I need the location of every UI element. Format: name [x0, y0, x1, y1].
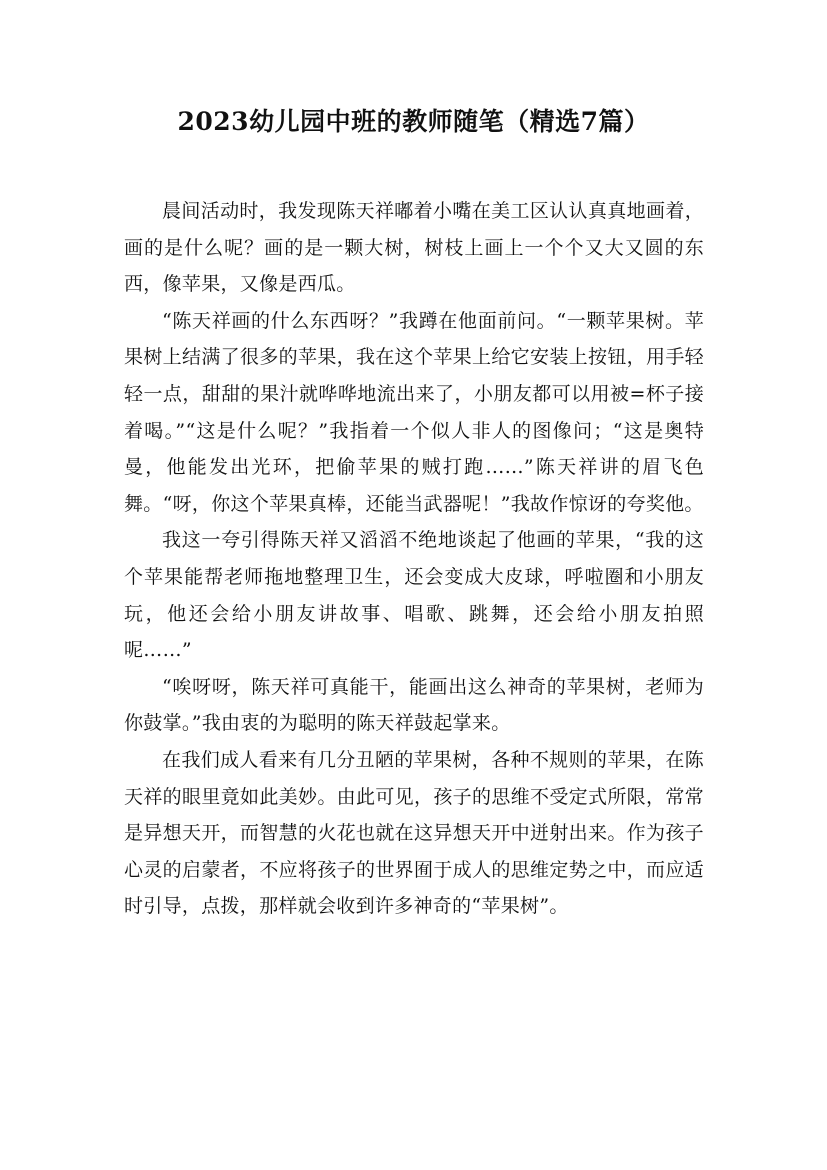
paragraph-1: 晨间活动时，我发现陈天祥嘟着小嘴在美工区认认真真地画着，画的是什么呢？画的是一颗大树，树枝上画上一个个又大又圆的东西，像苹果，又像是西瓜。: [124, 200, 704, 296]
paragraph-2: “陈天祥画的什么东西呀？”我蹲在他面前问。“一颗苹果树。苹果树上结满了很多的苹果，我在这个苹果上给它安装上按钮，用手轻轻一点，甜甜的果汁就哗哗地流出来了，小朋友都可以用被=杯子接着喝。”“这是什么呢？”我指着一个似人非人的图像问；“这是奥特曼，他能发出光环，把偷苹果的贼打跑……”陈天祥讲的眉飞色舞。“呀，你这个苹果真棒，还能当武器呢！”我故作惊讶的夸奖他。: [124, 309, 704, 515]
paragraph-4: “唉呀呀，陈天祥可真能干，能画出这么神奇的苹果树，老师为你鼓掌。”我由衷的为聪明的陈天祥鼓起掌来。: [124, 675, 704, 735]
paragraph-3: 我这一夸引得陈天祥又滔滔不绝地谈起了他画的苹果，“我的这个苹果能帮老师拖地整理卫生，还会变成大皮球，呼啦圈和小朋友玩，他还会给小朋友讲故事、唱歌、跳舞，还会给小朋友拍照呢……”: [124, 529, 704, 662]
document-title: 2023幼儿园中班的教师随笔（精选7篇）: [177, 107, 650, 136]
document-body: [124, 193, 704, 925]
paragraph-5: 在我们成人看来有几分丑陋的苹果树，各种不规则的苹果，在陈天祥的眼里竟如此美妙。由此可见，孩子的思维不受定式所限，常常是异想天开，而智慧的火花也就在这异想天开中迸射出来。作为孩子心灵的启蒙者，不应将孩子的世界囿于成人的思维定势之中，而应适时引导，点拨，那样就会收到许多神奇的“苹果树”。: [124, 748, 704, 918]
